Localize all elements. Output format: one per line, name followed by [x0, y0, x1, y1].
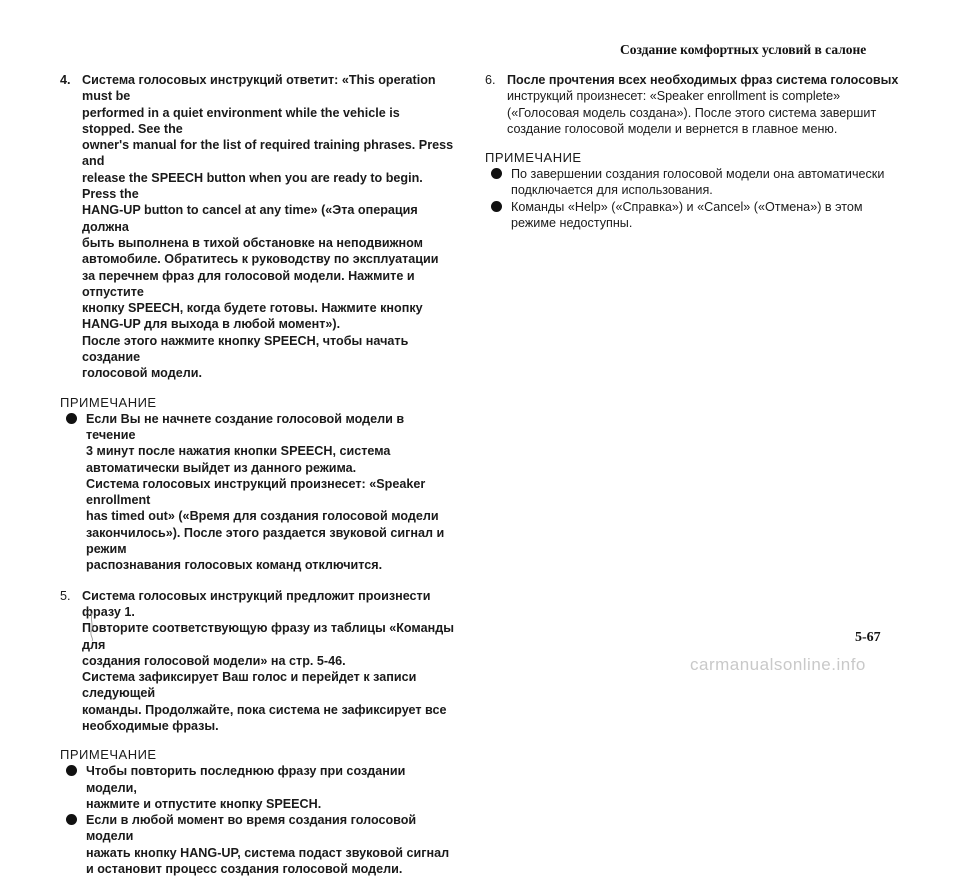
note-text [86, 763, 455, 812]
note-bullet [485, 166, 905, 199]
note-heading: ПРИМЕЧАНИЕ [60, 394, 157, 410]
note-line: Если Вы не начнете создание голосовой модели в течение [86, 411, 405, 442]
step-text [507, 72, 905, 137]
note-line: автоматически выйдет из данного режима. [86, 460, 357, 475]
bullet-dot-icon [66, 765, 77, 776]
left-column [60, 72, 455, 877]
bullet-dot-icon [66, 413, 77, 424]
note-text [86, 411, 455, 574]
watermark: carmanualsonline.info [690, 655, 866, 674]
note-line: режиме недоступны. [511, 216, 633, 231]
note-line: has timed out» («Время для создания голосовой модели [86, 509, 439, 524]
step-line: HANG-UP button to cancel at any time» («Эта операция должна [82, 203, 418, 234]
note-heading: ПРИМЕЧАНИЕ [485, 150, 582, 166]
step-line: Система голосовых инструкций ответит: «This operation must be [82, 73, 436, 104]
step-6 [485, 72, 905, 137]
spacer [60, 574, 455, 588]
step-line: Система голосовых инструкций предложит произнести фразу 1. [82, 588, 431, 619]
step-line: release the SPEECH button when you are ready to begin. Press the [82, 170, 423, 202]
step-line: После этого нажмите кнопку SPEECH, чтобы начать создание [82, 333, 409, 365]
step-line: Система зафиксирует Ваш голос и перейдет к записи следующей [82, 670, 417, 701]
step-number: 6. [485, 73, 496, 87]
note-text [86, 812, 455, 877]
page-number: 5-67 [855, 630, 881, 645]
note-line: Если в любой момент во время создания голосовой модели [86, 813, 417, 844]
note-line: Система голосовых инструкций произнесет: «Speaker enrollment [86, 476, 426, 508]
note-line: подключается для использования. [511, 183, 713, 198]
step-line: команды. Продолжайте, пока система не зафиксирует все [82, 702, 447, 717]
step-line: создание голосовой модели и вернется в главное меню. [507, 121, 838, 136]
note-text [511, 166, 905, 199]
note-bullet [485, 199, 905, 232]
note-bullet [60, 812, 455, 877]
step-number: 4. [60, 73, 71, 87]
note-bullet [60, 411, 455, 574]
step-line: performed in a quiet environment while the vehicle is stopped. See the [82, 105, 400, 136]
note-line: и остановит процесс создания голосовой модели. [86, 862, 403, 877]
step-line: кнопку SPEECH, когда будете готовы. Нажмите кнопку [82, 301, 423, 316]
step-line: за перечнем фраз для голосовой модели. Нажмите и отпустите [82, 268, 415, 299]
step-5 [60, 588, 455, 735]
step-line: инструкций произнесет: «Speaker enrollment is complete» [507, 89, 841, 104]
step-text [82, 588, 455, 735]
step-line: owner's manual for the list of required training phrases. Press and [82, 138, 454, 169]
note-text [511, 199, 905, 232]
note-bullet [60, 763, 455, 812]
step-4 [60, 72, 455, 382]
step-line: («Голосовая модель создана»). После этого система завершит [507, 105, 877, 120]
bullet-dot-icon [66, 814, 77, 825]
scan-mark-icon [88, 612, 96, 642]
note-line: нажать кнопку HANG-UP, система подаст звуковой сигнал [86, 845, 450, 860]
note-line: закончилось»). После этого раздается звуковой сигнал и режим [86, 525, 445, 557]
bullet-dot-icon [491, 201, 502, 212]
step-line: необходимые фразы. [82, 718, 219, 733]
bullet-dot-icon [491, 168, 502, 179]
note-line: Чтобы повторить последнюю фразу при создании модели, [86, 764, 406, 795]
right-column [485, 72, 905, 231]
note-line: Команды «Help» («Справка») и «Cancel» («Отмена») в этом [511, 199, 863, 214]
step-number: 5. [60, 588, 71, 603]
step-line: создания голосовой модели» на стр. 5-46. [82, 653, 346, 668]
step-line: Повторите соответствующую фразу из таблицы «Команды для [82, 621, 454, 652]
step-line: быть выполнена в тихой обстановке на неподвижном [82, 235, 423, 250]
step-text [82, 72, 455, 382]
note-line: нажмите и отпустите кнопку SPEECH. [86, 796, 322, 811]
step-line: HANG-UP для выхода в любой момент»). [82, 317, 341, 332]
note-line: распознавания голосовых команд отключится. [86, 558, 383, 573]
step-line: голосовой модели. [82, 366, 202, 381]
step-line: автомобиле. Обратитесь к руководству по эксплуатации [82, 252, 439, 267]
note-line: По завершении создания голосовой модели она автоматически [511, 167, 885, 182]
section-header-title: Создание комфортных условий в салоне [620, 42, 867, 57]
note-heading: ПРИМЕЧАНИЕ [60, 747, 157, 763]
note-line: 3 минут после нажатия кнопки SPEECH, система [86, 444, 391, 459]
step-line: После прочтения всех необходимых фраз система голосовых [507, 73, 899, 87]
